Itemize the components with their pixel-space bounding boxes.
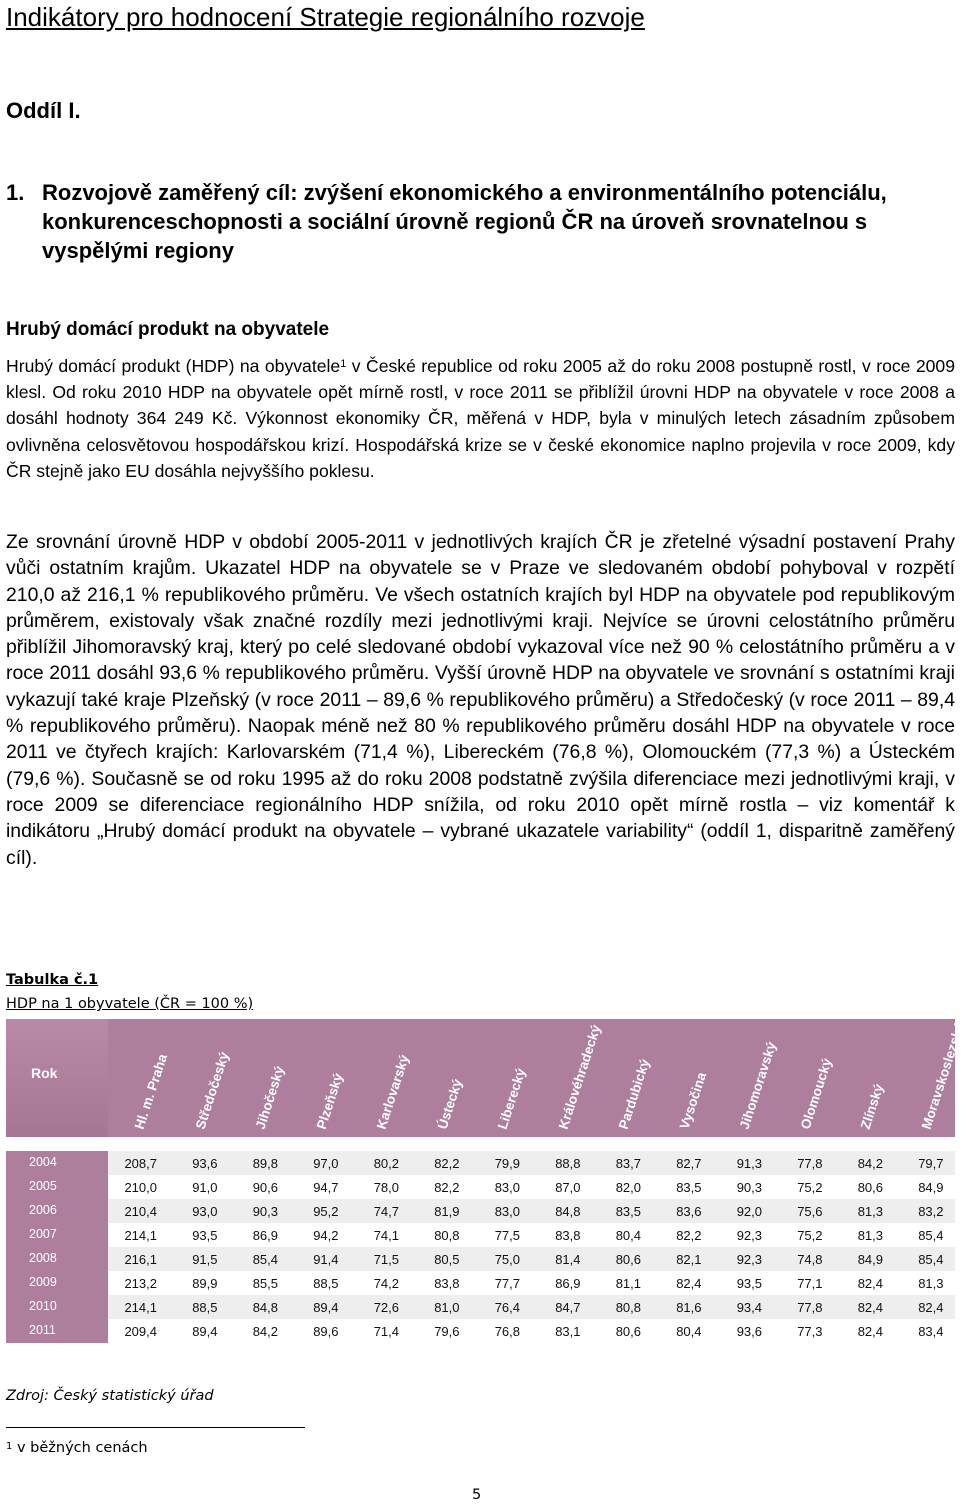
indicator-title: Hrubý domácí produkt na obyvatele [6, 319, 330, 340]
value-cell: 83,7 [615, 1156, 641, 1171]
value-cell: 82,2 [434, 1156, 460, 1171]
value-cell: 74,8 [797, 1252, 823, 1267]
column-header-label: Pardubický [615, 1057, 653, 1131]
value-cell: 84,8 [252, 1300, 278, 1315]
column-header-label: Středočeský [192, 1049, 232, 1131]
value-cell: 93,6 [736, 1324, 762, 1339]
column-header [108, 1019, 171, 1137]
value-cell: 81,4 [555, 1252, 581, 1267]
row-values [108, 1295, 955, 1319]
column-header [350, 1019, 412, 1137]
value-cell: 216,1 [124, 1252, 157, 1267]
value-cell: 82,4 [857, 1324, 883, 1339]
table-row [6, 1223, 955, 1247]
column-header [653, 1019, 712, 1137]
row-values [108, 1319, 955, 1343]
column-header-label: Karlovarský [373, 1052, 412, 1131]
value-cell: 75,2 [797, 1180, 823, 1195]
year-cell: 2009 [6, 1271, 108, 1295]
section-heading: Oddíl I. [6, 98, 81, 123]
value-cell: 74,1 [373, 1228, 399, 1243]
column-header-label: Jihomoravský [736, 1040, 780, 1131]
value-cell: 82,1 [676, 1252, 702, 1267]
value-cell: 81,0 [434, 1300, 460, 1315]
value-cell: 79,7 [918, 1156, 944, 1171]
column-header [713, 1019, 780, 1137]
value-cell: 89,9 [192, 1276, 218, 1291]
value-cell: 83,4 [918, 1324, 944, 1339]
value-cell: 214,1 [124, 1228, 157, 1243]
column-header [834, 1019, 893, 1137]
document-title: Indikátory pro hodnocení Strategie regionálního rozvoje [6, 2, 645, 32]
column-header-label: Vysočina [676, 1070, 709, 1131]
value-cell: 84,9 [918, 1180, 944, 1195]
year-cell: 2007 [6, 1223, 108, 1247]
value-cell: 95,2 [313, 1204, 339, 1219]
value-cell: 82,4 [918, 1300, 944, 1315]
row-values [108, 1199, 955, 1223]
table-caption: HDP na 1 obyvatele (ČR = 100 %) [6, 996, 254, 1012]
paragraph-1-rest: v České republice od roku 2005 až do roku 2008 postupně rostl, v roce 2009 klesl. Od roku 2010 HDP na obyvatele opět mírně rostl, v roce 2011 se přiblížil úrovni HDP na obyvatele v roce 2008 a dosáhl hodnoty 364 249 Kč. Výkonnost ekonomiky ČR, měřená v HDP, byla v minulých letech zásadním způsobem ovlivněna celosvětovou hospodářskou krizí. Hospodářská krize se v české ekonomice naplno projevila v roce 2009, kdy ČR stejně jako EU dosáhla nejvyššího poklesu. [6, 356, 956, 481]
table-row [6, 1319, 955, 1343]
value-cell: 93,0 [192, 1204, 218, 1219]
column-header-label: Královéhradecký [555, 1022, 604, 1131]
value-cell: 72,6 [373, 1300, 399, 1315]
column-header-label: Zlínský [857, 1082, 887, 1131]
value-cell: 80,8 [615, 1300, 641, 1315]
value-cell: 93,4 [736, 1300, 762, 1315]
value-cell: 81,9 [434, 1204, 460, 1219]
year-cell: 2005 [6, 1175, 108, 1199]
year-cell: 2004 [6, 1151, 108, 1175]
value-cell: 89,6 [313, 1324, 339, 1339]
value-cell: 214,1 [124, 1300, 157, 1315]
value-cell: 83,5 [676, 1180, 702, 1195]
column-header [895, 1019, 967, 1137]
column-header [290, 1019, 349, 1137]
value-cell: 90,6 [252, 1180, 278, 1195]
value-cell: 93,5 [192, 1228, 218, 1243]
value-cell: 81,6 [676, 1300, 702, 1315]
value-cell: 92,3 [736, 1228, 762, 1243]
column-header-label: Ústecký [434, 1077, 465, 1131]
value-cell: 81,3 [857, 1228, 883, 1243]
paragraph-2: Ze srovnání úrovně HDP v období 2005-2011 v jednotlivých krajích ČR je zřetelné výsadní postavení Prahy vůči ostatním krajům. Ukazatel HDP na obyvatele se v Praze ve sledovaném období pohyboval v rozpětí 210,0 až 216,1 % republikového průměru. Ve všech ostatních krajích byl HDP na obyvatele pod republikovým průměrem, existovaly však značné rozdíly mezi jednotlivými kraji. Nejvíce se úrovni celostátního průměru přiblížil Jihomoravský kraj, který po celé sledované období vykazoval více než 90 % celostátního průměru a v roce 2011 dosáhl 93,6 % republikového průměru. Vyšší úrovně HDP na obyvatele ve srovnání s ostatními kraji vykazují také kraje Plzeňský (v roce 2011 – 89,6 % republikového průměru) a Středočeský (v roce 2011 – 89,4 % republikového průměru). Naopak méně než 80 % republikového průměru dosáhl HDP na obyvatele v roce 2011 ve čtyřech krajích: Karlovarském (71,4 %), Libereckém (76,8 %), Olomouckém (77,3 %) a Ústeckém (79,6 %). Současně se od roku 1995 až do roku 2008 podstatně zvýšila diferenciace mezi jednotlivými kraji, v roce 2009 se diferenciace regionálního HDP snížila, od roku 2010 opět mírně rostla – viz komentář k indikátoru „Hrubý domácí produkt na obyvatele – vybrané ukazatele variability“ (oddíl 1, disparitně zaměřený cíl). [6, 531, 955, 869]
table-row [6, 1175, 955, 1199]
row-values [108, 1175, 955, 1199]
value-cell: 87,0 [555, 1180, 581, 1195]
value-cell: 92,3 [736, 1252, 762, 1267]
value-cell: 88,5 [313, 1276, 339, 1291]
value-cell: 210,0 [124, 1180, 157, 1195]
value-cell: 94,2 [313, 1228, 339, 1243]
year-cell: 2008 [6, 1247, 108, 1271]
column-header [169, 1019, 232, 1137]
row-values [108, 1247, 955, 1271]
paragraph-1 [6, 353, 955, 484]
footnote-ref: 1 [340, 358, 347, 370]
table-row [6, 1247, 955, 1271]
row-header-label: Rok [31, 1065, 58, 1081]
value-cell: 81,3 [918, 1276, 944, 1291]
value-cell: 76,4 [494, 1300, 520, 1315]
value-cell: 80,6 [857, 1180, 883, 1195]
value-cell: 83,0 [494, 1204, 520, 1219]
value-cell: 71,5 [373, 1252, 399, 1267]
value-cell: 91,4 [313, 1252, 339, 1267]
column-header [471, 1019, 530, 1137]
value-cell: 82,4 [857, 1276, 883, 1291]
year-cell: 2006 [6, 1199, 108, 1223]
value-cell: 80,8 [434, 1228, 460, 1243]
value-cell: 80,6 [615, 1252, 641, 1267]
value-cell: 90,3 [252, 1204, 278, 1219]
value-cell: 84,8 [555, 1204, 581, 1219]
year-cell: 2010 [6, 1295, 108, 1319]
value-cell: 82,4 [857, 1300, 883, 1315]
value-cell: 81,3 [857, 1204, 883, 1219]
table-spacer [6, 1137, 955, 1151]
value-cell: 75,0 [494, 1252, 520, 1267]
value-cell: 77,3 [797, 1324, 823, 1339]
value-cell: 89,4 [192, 1324, 218, 1339]
column-header [411, 1019, 470, 1137]
value-cell: 89,8 [252, 1156, 278, 1171]
value-cell: 76,8 [494, 1324, 520, 1339]
value-cell: 83,2 [918, 1204, 944, 1219]
column-header [774, 1019, 833, 1137]
value-cell: 88,8 [555, 1156, 581, 1171]
value-cell: 74,7 [373, 1204, 399, 1219]
value-cell: 94,7 [313, 1180, 339, 1195]
value-cell: 82,7 [676, 1156, 702, 1171]
value-cell: 93,5 [736, 1276, 762, 1291]
value-cell: 77,1 [797, 1276, 823, 1291]
value-cell: 80,4 [615, 1228, 641, 1243]
value-cell: 92,0 [736, 1204, 762, 1219]
value-cell: 84,9 [857, 1252, 883, 1267]
row-values [108, 1271, 955, 1295]
value-cell: 208,7 [124, 1156, 157, 1171]
value-cell: 74,2 [373, 1276, 399, 1291]
value-cell: 85,5 [252, 1276, 278, 1291]
value-cell: 75,6 [797, 1204, 823, 1219]
row-header-cell [6, 1019, 108, 1137]
column-header-label: Plzeňský [313, 1071, 346, 1131]
value-cell: 89,4 [313, 1300, 339, 1315]
value-cell: 84,2 [252, 1324, 278, 1339]
goal-number: 1. [6, 180, 25, 205]
footnote-text: v běžných cenách [12, 1440, 148, 1456]
value-cell: 90,3 [736, 1180, 762, 1195]
value-cell: 88,5 [192, 1300, 218, 1315]
value-cell: 71,4 [373, 1324, 399, 1339]
table-row [6, 1199, 955, 1223]
column-header [532, 1019, 604, 1137]
column-header-label: Moravskoslezský [918, 1020, 967, 1131]
value-cell: 83,0 [494, 1180, 520, 1195]
value-cell: 84,7 [555, 1300, 581, 1315]
footnote-number: 1 [6, 1441, 13, 1452]
value-cell: 85,4 [252, 1252, 278, 1267]
paragraph-1-start: Hrubý domácí produkt (HDP) na obyvatele [6, 356, 341, 376]
value-cell: 91,5 [192, 1252, 218, 1267]
value-cell: 83,6 [676, 1204, 702, 1219]
value-cell: 79,6 [434, 1324, 460, 1339]
value-cell: 91,3 [736, 1156, 762, 1171]
gdp-table [6, 1019, 967, 1339]
value-cell: 80,2 [373, 1156, 399, 1171]
row-values [108, 1223, 955, 1247]
value-cell: 80,5 [434, 1252, 460, 1267]
value-cell: 84,2 [857, 1156, 883, 1171]
footnote [6, 1438, 148, 1458]
value-cell: 77,7 [494, 1276, 520, 1291]
goal-heading [6, 178, 956, 265]
page-number: 5 [472, 1487, 482, 1503]
year-cell: 2011 [6, 1319, 108, 1343]
value-cell: 86,9 [252, 1228, 278, 1243]
column-header-label: Hl. m. Praha [131, 1052, 171, 1131]
column-header-label: Liberecký [494, 1066, 529, 1131]
value-cell: 80,6 [615, 1324, 641, 1339]
value-cell: 77,8 [797, 1156, 823, 1171]
value-cell: 93,6 [192, 1156, 218, 1171]
value-cell: 210,4 [124, 1204, 157, 1219]
source-note: Zdroj: Český statistický úřad [6, 1388, 214, 1404]
value-cell: 80,4 [676, 1324, 702, 1339]
value-cell: 85,4 [918, 1252, 944, 1267]
value-cell: 82,4 [676, 1276, 702, 1291]
value-cell: 75,2 [797, 1228, 823, 1243]
value-cell: 82,0 [615, 1180, 641, 1195]
value-cell: 85,4 [918, 1228, 944, 1243]
value-cell: 97,0 [313, 1156, 339, 1171]
value-cell: 86,9 [555, 1276, 581, 1291]
table-row [6, 1271, 955, 1295]
value-cell: 82,2 [434, 1180, 460, 1195]
table-row [6, 1151, 955, 1175]
value-cell: 81,1 [615, 1276, 641, 1291]
table-row [6, 1295, 955, 1319]
column-header-label: Olomoucký [797, 1056, 835, 1131]
value-cell: 77,5 [494, 1228, 520, 1243]
value-cell: 209,4 [124, 1324, 157, 1339]
value-cell: 91,0 [192, 1180, 218, 1195]
table-header [6, 1019, 967, 1137]
row-values [108, 1151, 955, 1175]
value-cell: 78,0 [373, 1180, 399, 1195]
value-cell: 77,8 [797, 1300, 823, 1315]
column-header-label: Jihočeský [252, 1064, 288, 1131]
column-header [229, 1019, 288, 1137]
value-cell: 82,2 [676, 1228, 702, 1243]
value-cell: 83,8 [434, 1276, 460, 1291]
value-cell: 213,2 [124, 1276, 157, 1291]
value-cell: 83,5 [615, 1204, 641, 1219]
value-cell: 83,8 [555, 1228, 581, 1243]
value-cell: 79,9 [494, 1156, 520, 1171]
column-header [592, 1019, 651, 1137]
footnote-divider [6, 1427, 305, 1428]
goal-text: Rozvojově zaměřený cíl: zvýšení ekonomického a environmentálního potenciálu, konkurenceschopnosti a sociální úrovně regionů ČR na úroveň srovnatelnou s vyspělými regiony [42, 180, 887, 263]
value-cell: 83,1 [555, 1324, 581, 1339]
table-number: Tabulka č.1 [6, 972, 99, 988]
